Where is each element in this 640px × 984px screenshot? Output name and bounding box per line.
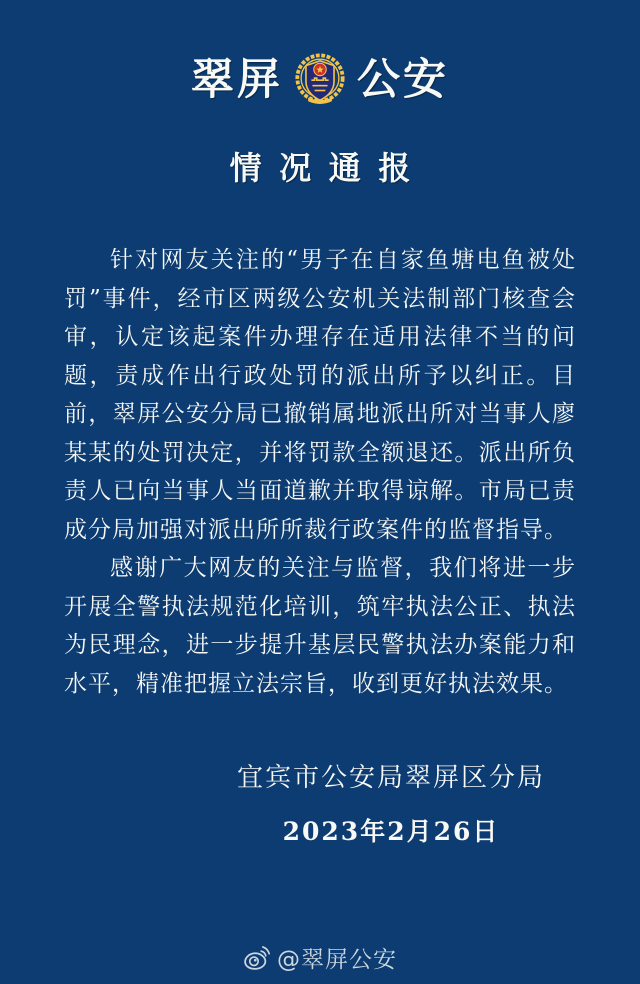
weibo-icon xyxy=(243,944,270,971)
signature-agency: 宜宾市公安局翠屏区分局 xyxy=(236,763,545,793)
signature-date: 2023年2月26日 xyxy=(282,817,500,846)
header xyxy=(0,46,640,107)
weibo-handle: @翠屏公安 xyxy=(277,947,397,973)
paragraph-2: 感谢广大网友的关注与监督，我们将进一步开展全警执法规范化培训，筑牢执法公正、执法为民理念，进一步提升基层民警执法办案能力和水平，精准把握立法宗旨，收到更好执法效果。 xyxy=(64,555,576,697)
footer-watermark xyxy=(0,941,640,974)
signature-block xyxy=(237,757,545,848)
announcement-body xyxy=(64,241,576,703)
agency-name-right: 公安 xyxy=(357,55,449,105)
notice-title: 情况通报 xyxy=(229,149,428,187)
agency-name-left: 翠屏 xyxy=(191,55,283,105)
paragraph-1: 针对网友关注的“男子在自家鱼塘电鱼被处罚”事件，经市区两级公安机关法制部门核查会审，认定该起案件办理存在适用法律不当的问题，责成作出行政处罚的派出所予以纠正。目前，翠屏公安分局已撤销属地派出所对当事人廖某某的处罚决定，并将罚款全额退还。派出所负责人已向当事人当面道歉并取得谅解。市局已责成分局加强对派出所所裁行政案件的监督指导。 xyxy=(64,247,576,543)
police-badge-icon xyxy=(293,50,347,104)
